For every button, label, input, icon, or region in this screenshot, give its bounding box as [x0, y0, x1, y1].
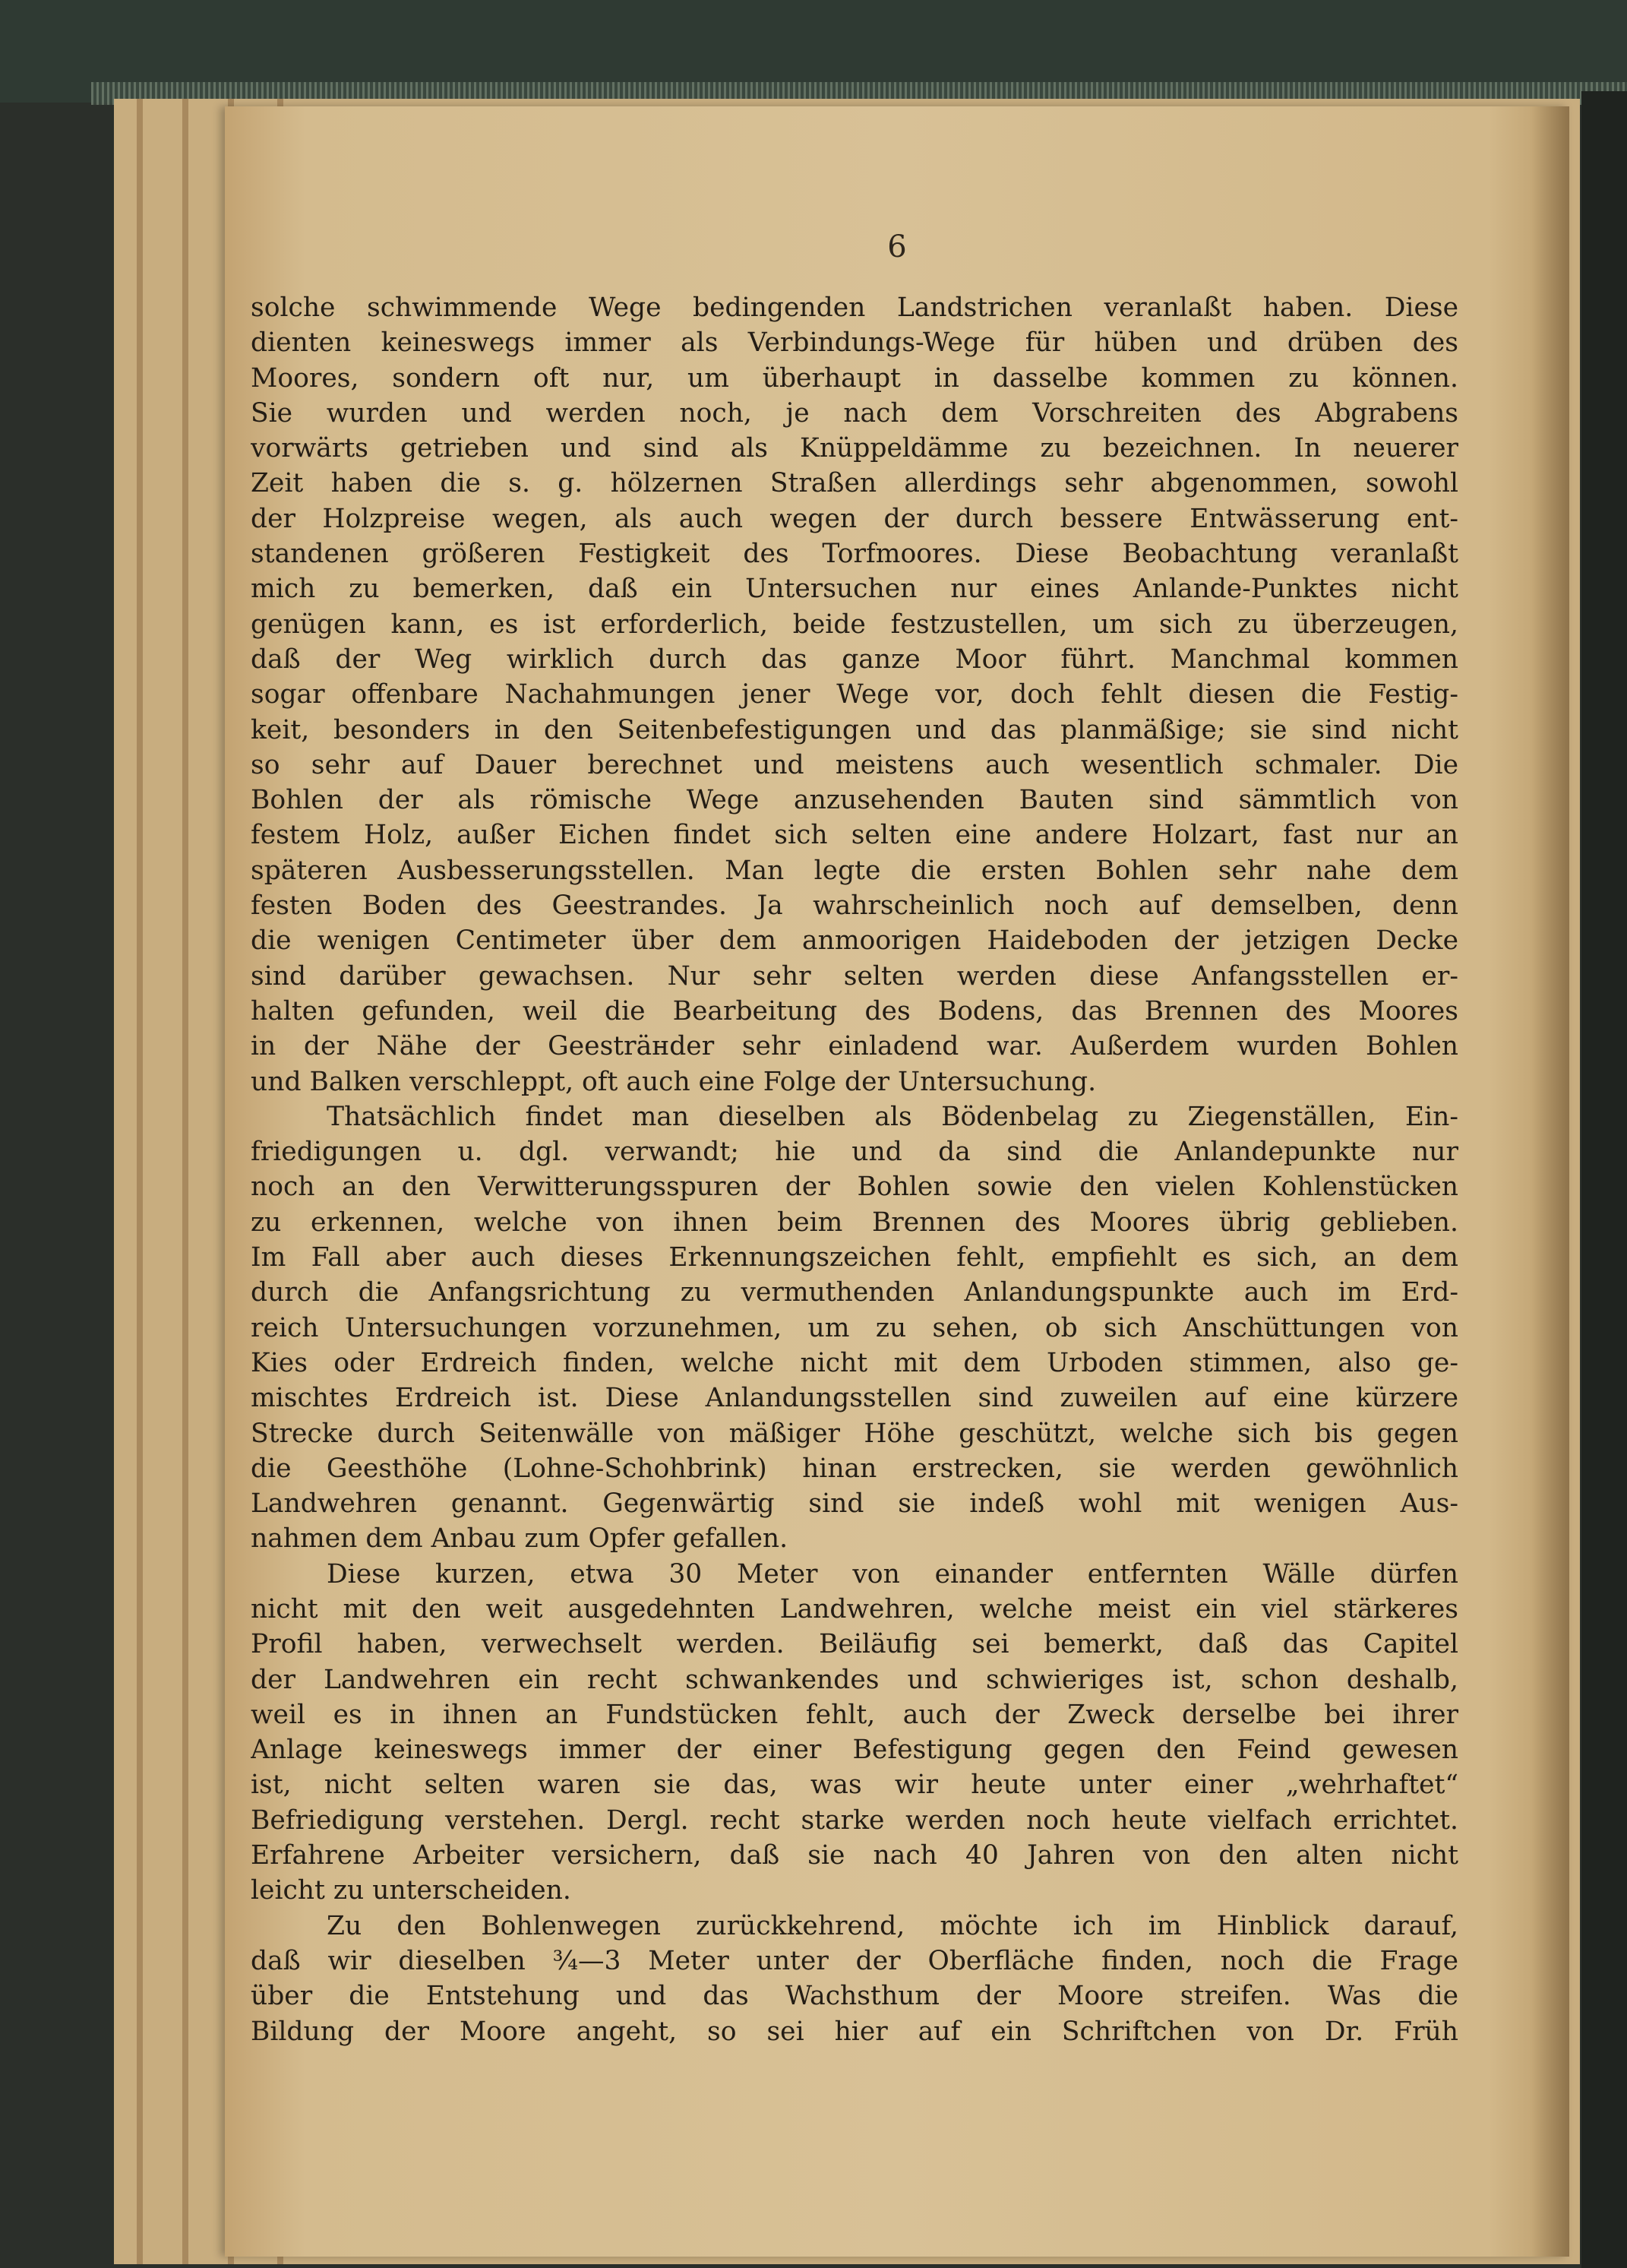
text-line: halten gefunden, weil die Bearbeitung des Bodens, das Brennen des Moores [251, 995, 1458, 1026]
text-line: Landwehren genannt. Gegenwärtig sind sie indeß wohl mit wenigen Aus- [251, 1488, 1458, 1520]
text-line: über die Entstehung und das Wachsthum der Moore streifen. Was die [251, 1981, 1458, 2012]
text-line: festem Holz, außer Eichen findet sich selten eine andere Holzart, fast nur an [251, 820, 1458, 851]
text-line: der Holzpreise wegen, als auch wegen der durch bessere Entwässerung ent- [251, 503, 1458, 534]
text-line: mich zu bemerken, daß ein Untersuchen nur eines Anlande-Punktes nicht [251, 574, 1458, 605]
text-line: und Balken verschleppt, oft auch eine Folge der Untersuchung. [251, 1066, 1097, 1097]
text-line: späteren Ausbesserungsstellen. Man legte die ersten Bohlen sehr nahe dem [251, 855, 1458, 886]
text-line: Im Fall aber auch dieses Erkennungszeichen fehlt, empfiehlt es sich, an dem [251, 1242, 1458, 1273]
text-line: solche schwimmende Wege bedingenden Landstrichen veranlaßt haben. Diese [251, 293, 1458, 323]
text-line: nicht mit den weit ausgedehnten Landwehren, welche meist ein viel stärkeres [251, 1593, 1458, 1624]
body-text [251, 290, 1458, 2049]
text-line: Diese kurzen, etwa 30 Meter von einander entfernten Wälle dürfen [327, 1558, 1458, 1589]
text-line: Sie wurden und werden noch, je nach dem Vorschreiten des Abgrabens [251, 397, 1458, 429]
text-line: durch die Anfangsrichtung zu vermuthenden Anlandungspunkte auch im Erd- [251, 1277, 1458, 1308]
text-line: so sehr auf Dauer berechnet und meistens auch wesentlich schmaler. Die [251, 749, 1458, 780]
text-line: die Geesthöhe (Lohne-Schohbrink) hinan erstrecken, sie werden gewöhnlich [251, 1453, 1458, 1484]
text-line: Bildung der Moore angeht, so sei hier auf ein Schriftchen von Dr. Früh [251, 2016, 1458, 2047]
text-line: nahmen dem Anbau zum Opfer gefallen. [251, 1523, 788, 1555]
text-line: festen Boden des Geestrandes. Ja wahrscheinlich noch auf demselben, denn [251, 890, 1458, 922]
text-line: ist, nicht selten waren sie das, was wir heute unter einer „wehrhaftet“ [251, 1770, 1458, 1801]
text-line: sind darüber gewachsen. Nur sehr selten werden diese Anfangsstellen er- [251, 960, 1458, 992]
text-line: keit, besonders in den Seitenbefestigungen und das planmäßige; sie sind nicht [251, 714, 1458, 745]
text-line: standenen größeren Festigkeit des Torfmoores. Diese Beobachtung veranlaßt [251, 539, 1458, 570]
text-line: genügen kann, es ist erforderlich, beide festzustellen, um sich zu überzeugen, [251, 609, 1458, 640]
scanner-top-band [0, 0, 1627, 103]
page-edge [137, 99, 143, 2264]
text-line: friedigungen u. dgl. verwandt; hie und da sind die Anlandepunkte nur [251, 1137, 1458, 1168]
text-line: Anlage keineswegs immer der einer Befestigung gegen den Feind gewesen [251, 1735, 1458, 1766]
text-line: vorwärts getrieben und sind als Knüppeldämme zu bezeichnen. In neuerer [251, 433, 1458, 464]
text-line: zu erkennen, welche von ihnen beim Brennen des Moores übrig geblieben. [251, 1207, 1458, 1238]
gutter-shadow [1531, 106, 1569, 2257]
text-line: Moores, sondern oft nur, um überhaupt in dasselbe kommen zu können. [251, 362, 1458, 394]
text-line: Befriedigung verstehen. Dergl. recht starke werden noch heute vielfach errichtet. [251, 1805, 1458, 1836]
text-line: die wenigen Centimeter über dem anmoorigen Haideboden der jetzigen Decke [251, 925, 1458, 957]
page-edge [182, 99, 188, 2264]
text-line: daß der Weg wirklich durch das ganze Moor führt. Manchmal kommen [251, 644, 1458, 675]
text-line: Profil haben, verwechselt werden. Beiläufig sei bemerkt, daß das Capitel [251, 1629, 1458, 1660]
text-line: sogar offenbare Nachahmungen jener Wege vor, doch fehlt diesen die Festig- [251, 679, 1458, 710]
text-line: mischtes Erdreich ist. Diese Anlandungsstellen sind zuweilen auf eine kürzere [251, 1383, 1458, 1414]
page-number: 6 [887, 229, 907, 264]
text-line: noch an den Verwitterungsspuren der Bohlen sowie den vielen Kohlenstücken [251, 1172, 1458, 1203]
text-line: Strecke durch Seitenwälle von mäßiger Höhe geschützt, welche sich bis gegen [251, 1418, 1458, 1449]
facing-page-edge [1581, 91, 1627, 2268]
text-line: dienten keineswegs immer als Verbindungs-Wege für hüben und drüben des [251, 327, 1458, 359]
text-line: Bohlen der als römische Wege anzusehenden Bauten sind sämmtlich von [251, 785, 1458, 816]
text-line: weil es in ihnen an Fundstücken fehlt, auch der Zweck derselbe bei ihrer [251, 1699, 1458, 1730]
text-line: Thatsächlich findet man dieselben als Bödenbelag zu Ziegenställen, Ein- [327, 1101, 1458, 1132]
text-line: daß wir dieselben ¾—3 Meter unter der Oberfläche finden, noch die Frage [251, 1945, 1458, 1976]
text-line: der Landwehren ein recht schwankendes und schwieriges ist, schon deshalb, [251, 1664, 1458, 1695]
text-line: Zeit haben die s. g. hölzernen Straßen allerdings sehr abgenommen, sowohl [251, 468, 1458, 499]
text-line: Kies oder Erdreich finden, welche nicht mit dem Urboden stimmen, also ge- [251, 1347, 1458, 1378]
text-line: Erfahrene Arbeiter versichern, daß sie nach 40 Jahren von den alten nicht [251, 1840, 1458, 1871]
text-line: reich Untersuchungen vorzunehmen, um zu sehen, ob sich Anschüttungen von [251, 1312, 1458, 1343]
text-line: leicht zu unterscheiden. [251, 1875, 571, 1906]
text-line: in der Nähe der Geesträнder sehr einladend war. Außerdem wurden Bohlen [251, 1031, 1458, 1062]
text-line: Zu den Bohlenwegen zurückkehrend, möchte ich im Hinblick darauf, [327, 1910, 1458, 1941]
